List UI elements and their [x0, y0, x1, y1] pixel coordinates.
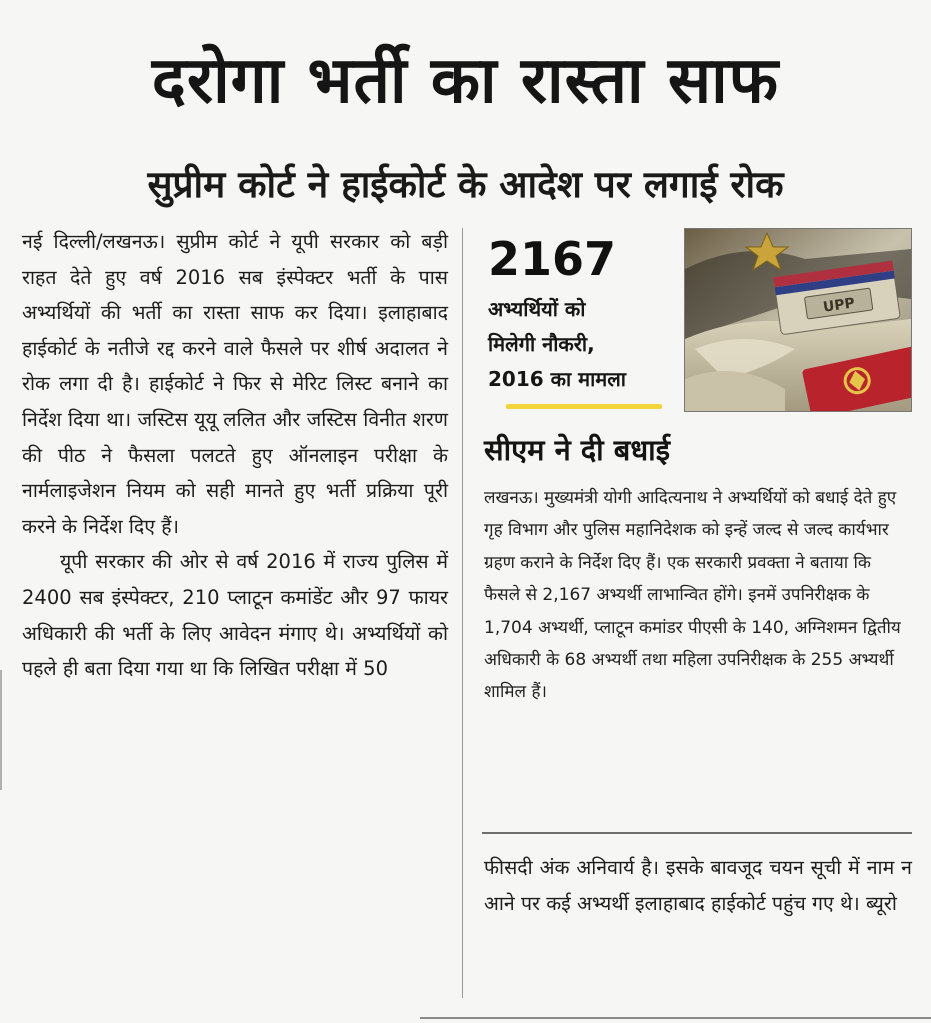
sidebar-body: लखनऊ। मुख्यमंत्री योगी आदित्यनाथ ने अभ्यर्थियों को बधाई देते हुए गृह विभाग और पुलिस महानिदेशक को इन्हें जल्द से जल्द कार्यभार ग्रहण कराने के निर्देश दिए हैं। एक सरकारी प्रवक्ता ने बताया कि फैसले से 2,167 अभ्यर्थी लाभान्वित होंगे। इनमें उपनिरीक्षक के 1,704 अभ्यर्थी, प्लाटून कमांडर पीएसी के 140, अग्निशमन द्वितीय अधिकारी के 68 अभ्यर्थी तथा महिला उपनिरीक्षक के 255 अभ्यर्थी शामिल हैं। — [484, 488, 901, 703]
highlight-underline — [506, 404, 662, 409]
sidebar-heading: सीएम ने दी बधाई — [484, 433, 670, 467]
subheadline: सुप्रीम कोर्ट ने हाईकोर्ट के आदेश पर लगाई रोक — [147, 163, 784, 206]
headline: दरोगा भर्ती का रास्ता साफ — [151, 44, 780, 118]
page-edge-mark — [0, 670, 2, 790]
body-paragraph-2: यूपी सरकार की ओर से वर्ष 2016 में राज्य पुलिस में 2400 सब इंस्पेक्टर, 210 प्लाटून कमांडेंट और 97 फायर अधिकारी की भर्ती के लिए आवेदन मंगाए थे। अभ्यर्थियों को पहले ही बता दिया गया था कि लिखित परीक्षा में 50 — [22, 550, 448, 681]
section-divider — [482, 832, 912, 834]
highlight-caption — [488, 292, 678, 397]
bottom-rule — [420, 1017, 931, 1019]
column-divider — [462, 228, 463, 998]
body-paragraph-1: नई दिल्ली/लखनऊ। सुप्रीम कोर्ट ने यूपी सरकार को बड़ी राहत देते हुए वर्ष 2016 सब इंस्पेक्टर भर्ती के पास अभ्यर्थियों की भर्ती का रास्ता साफ कर दिया। इलाहाबाद हाईकोर्ट के नतीजे रद्द करने वाले फैसले पर शीर्ष अदालत ने रोक लगा दी है। हाईकोर्ट ने फिर से मेरिट लिस्ट बनाने का निर्देश दिया था। जस्टिस यूयू ललित और जस्टिस विनीत शरण की पीठ ने फैसला पलटते हुए ऑनलाइन परीक्षा के नार्मलाइजेशन नियम को सही मानते हुए भर्ती प्रक्रिया पूरी करने के निर्देश दिए हैं। — [22, 230, 448, 538]
highlight-line-1: अभ्यर्थियों को — [488, 297, 586, 321]
highlight-line-2: मिलेगी नौकरी, — [488, 332, 595, 356]
article-body-left — [22, 224, 448, 687]
body-paragraph-2-continued: फीसदी अंक अनिवार्य है। इसके बावजूद चयन सूची में नाम न आने पर कई अभ्यर्थी इलाहाबाद हाईकोर्ट पहुंच गए थे। ब्यूरो — [484, 856, 912, 915]
highlight-number: 2167 — [488, 232, 617, 286]
highlight-line-3: 2016 का मामला — [488, 367, 626, 391]
badge-text: UPP — [822, 295, 856, 316]
police-cap-badge-photo — [684, 228, 912, 412]
